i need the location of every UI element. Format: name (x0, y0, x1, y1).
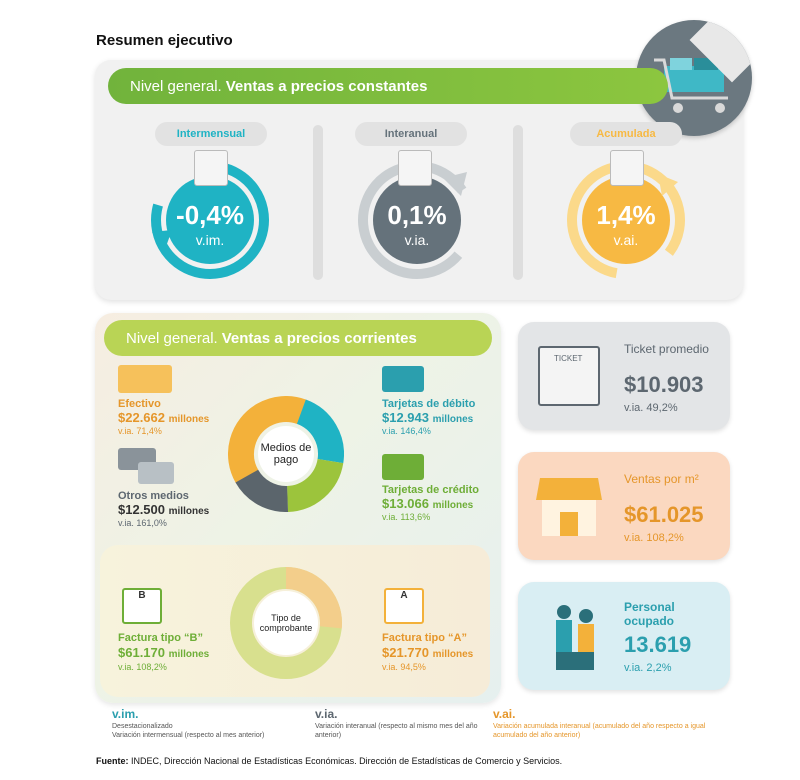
source-note: Fuente: INDEC, Dirección Nacional de Estadísticas Económicas. Dirección de Estadísticas de Comercio y Servicios. (96, 756, 563, 766)
intermensual-value: -0,4% (176, 200, 244, 230)
constant-prices-banner (108, 68, 668, 104)
column-divider (513, 125, 523, 280)
efectivo-via: v.ia. 71,4% (118, 426, 162, 436)
otros-label: Otros medios (118, 490, 189, 502)
credit-card-icon (382, 454, 424, 480)
personal-card (518, 582, 730, 690)
factura-a-label: Factura tipo “A” (382, 632, 467, 644)
acumulada-label: Acumulada (570, 122, 682, 146)
factura-b-label: Factura tipo “B” (118, 632, 203, 644)
banner-title: Ventas a precios corrientes (221, 329, 417, 347)
ticket-label: Ticket promedio (624, 342, 709, 356)
acumulada-unit: v.ai. (613, 232, 639, 248)
efectivo-label: Efectivo (118, 398, 161, 410)
ticket-card (518, 322, 730, 430)
ticket-via: v.ia. 49,2% (624, 402, 678, 414)
legend-vim-abbr: v.im. (112, 707, 139, 721)
ticket-value: $10.903 (624, 372, 704, 397)
calculator-icon (610, 150, 644, 186)
invoice-b-icon: B (122, 588, 162, 624)
acumulada-value: 1,4% (596, 200, 656, 230)
personal-label: Personal ocupado (624, 600, 675, 628)
credito-via: v.ia. 113,6% (382, 512, 431, 522)
gift-card-icon (138, 462, 174, 484)
legend-via-abbr: v.ia. (315, 707, 338, 721)
store-icon (534, 474, 604, 540)
calculator-icon (398, 150, 432, 186)
banner-prefix: Nivel general. (130, 77, 222, 95)
factura-b-via: v.ia. 108,2% (118, 662, 167, 672)
intermensual-label: Intermensual (155, 122, 267, 146)
column-divider (313, 125, 323, 280)
banner-prefix: Nivel general. (126, 329, 218, 347)
banner-title: Ventas a precios constantes (225, 77, 428, 95)
legend-vai-desc: Variación acumulada interanual (acumulado del año respecto a igual acumulado del año anterior) (493, 723, 706, 739)
intermensual-unit: v.im. (195, 232, 225, 248)
legend-via-desc: Variación interanual (respecto al mismo mes del año anterior) (315, 723, 478, 739)
factura-b-amount: $61.170 millones (118, 645, 210, 660)
invoice-a-icon: A (384, 588, 424, 624)
medios-center-label: Medios de pago (258, 426, 314, 482)
legend-vim-desc: Desestacionalizado Variación intermensual (respecto al mes anterior) (112, 723, 265, 739)
ventas-m2-card (518, 452, 730, 560)
personal-via: v.ia. 2,2% (624, 662, 672, 674)
credito-amount: $13.066 millones (382, 496, 474, 511)
workers-icon (542, 598, 608, 674)
interanual-label: Interanual (355, 122, 467, 146)
comprobante-center-label: Tipo de comprobante (254, 591, 318, 655)
page-title: Resumen ejecutivo (96, 32, 233, 49)
ventas-m2-label: Ventas por m² (624, 472, 699, 486)
ventas-m2-value: $61.025 (624, 502, 704, 527)
otros-via: v.ia. 161,0% (118, 518, 167, 528)
debito-label: Tarjetas de débito (382, 398, 476, 410)
efectivo-amount: $22.662 millones (118, 410, 210, 425)
current-prices-banner (104, 320, 492, 356)
debito-via: v.ia. 146,4% (382, 426, 431, 436)
factura-a-amount: $21.770 millones (382, 645, 474, 660)
otros-amount: $12.500 millones (118, 502, 210, 517)
legend-vai-abbr: v.ai. (493, 707, 516, 721)
factura-a-via: v.ia. 94,5% (382, 662, 426, 672)
debito-amount: $12.943 millones (382, 410, 474, 425)
calculator-icon (194, 150, 228, 186)
cash-icon (118, 365, 172, 393)
ventas-m2-via: v.ia. 108,2% (624, 532, 684, 544)
interanual-value: 0,1% (387, 200, 447, 230)
personal-value: 13.619 (624, 632, 692, 657)
debit-card-icon (382, 366, 424, 392)
interanual-unit: v.ia. (404, 232, 430, 248)
credito-label: Tarjetas de crédito (382, 484, 479, 496)
ticket-icon: TICKET (538, 346, 600, 406)
